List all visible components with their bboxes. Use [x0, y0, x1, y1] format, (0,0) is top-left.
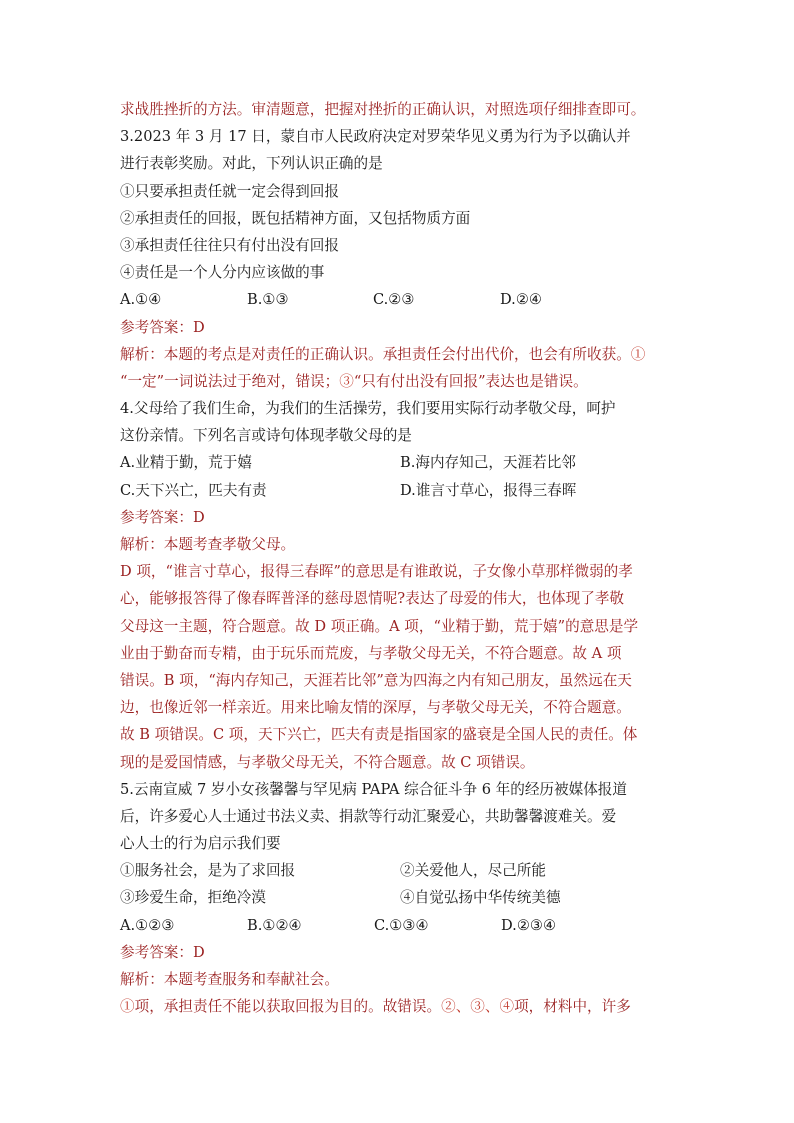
statement-2: ②关爱他人，尽己所能 — [400, 862, 546, 880]
explanation-line: 解析：本题考查服务和奉献社会。 — [120, 971, 339, 988]
statement-1: ①只要承担责任就一定会得到回报 — [120, 182, 339, 200]
explanation-line: 业由于勤奋而专精，由于玩乐而荒废，与孝敬父母无关，不符合题意。故 A 项 — [120, 644, 622, 662]
question-5-statements — [120, 857, 680, 884]
option-d: D.②④ — [500, 291, 542, 309]
explanation-line: D 项，“谁言寸草心，报得三春晖”的意思是有谁敢说，子女像小草那样微弱的孝 — [120, 563, 633, 581]
statement-2: ②承担责任的回报，既包括精神方面，又包括物质方面 — [120, 209, 471, 227]
question-4-options — [120, 477, 680, 504]
statement-4: ④自觉弘扬中华传统美德 — [400, 889, 561, 907]
explanation-line: 边，也像近邻一样亲近。用来比喻友情的深厚，与孝敬父母无关，不符合题意。 — [120, 699, 631, 717]
explanation-line: 解析：本题考查孝敬父母。 — [120, 536, 296, 553]
question-5-options — [120, 912, 680, 939]
text-line: 求战胜挫折的方法。审清题意，把握对挫折的正确认识，对照选项仔细排查即可。 — [120, 101, 646, 118]
explanation-line: 解析：本题的考点是对责任的正确认识。承担责任会付出代价，也会有所收获。① — [120, 345, 646, 363]
question-3-stem: 进行表彰奖励。对此，下列认识正确的是 — [120, 155, 383, 173]
explanation-line: 故 B 项错误。C 项，天下兴亡，匹夫有责是指国家的盛衰是全国人民的责任。体 — [120, 726, 638, 744]
option-b: B.海内存知己，天涯若比邻 — [400, 454, 576, 472]
question-5-stem: 心人士的行为启示我们要 — [120, 835, 281, 853]
reference-answer: 参考答案：D — [120, 943, 205, 961]
explanation-line: 父母这一主题，符合题意。故 D 项正确。A 项，“业精于勤，荒于嬉”的意思是学 — [120, 617, 639, 635]
document-page — [120, 96, 680, 1020]
option-c: C.①③④ — [374, 916, 429, 934]
statement-4: ④责任是一个人分内应该做的事 — [120, 264, 325, 282]
question-5-stem: 后，许多爱心人士通过书法义卖、捐款等行动汇聚爱心，共助馨馨渡难关。爱 — [120, 807, 617, 825]
reference-answer: 参考答案：D — [120, 508, 205, 526]
explanation-line: 现的是爱国情感，与孝敬父母无关，不符合题意。故 C 项错误。 — [120, 753, 535, 771]
question-5-stem: 5.云南宣威 7 岁小女孩馨馨与罕见病 PAPA 综合征斗争 6 年的经历被媒体报道 — [120, 780, 627, 798]
reference-answer: 参考答案：D — [120, 318, 205, 336]
option-b: B.①③ — [247, 291, 289, 309]
explanation-line: 心，能够报答得了像春晖普泽的慈母恩情呢?表达了母爱的伟大，也体现了孝敬 — [120, 590, 625, 608]
option-a: A.①②③ — [120, 916, 175, 934]
explanation-line: ①项，承担责任不能以获取回报为目的。故错误。②、③、④项，材料中，许多 — [120, 998, 631, 1016]
option-c: C.②③ — [373, 291, 415, 309]
option-d: D.谁言寸草心，报得三春晖 — [400, 481, 577, 499]
question-4-options — [120, 449, 680, 476]
statement-3: ③承担责任往往只有付出没有回报 — [120, 236, 339, 254]
question-5-statements — [120, 884, 680, 911]
question-3-stem: 3.2023 年 3 月 17 日，蒙自市人民政府决定对罗荣华见义勇为行为予以确认并 — [120, 128, 631, 146]
explanation-line: 错误。B 项，“海内存知己，天涯若比邻”意为四海之内有知己朋友，虽然远在天 — [120, 671, 632, 689]
statement-3: ③珍爱生命，拒绝冷漠 — [120, 889, 266, 907]
option-b: B.①②④ — [247, 916, 302, 934]
option-a: A.业精于勤，荒于嬉 — [120, 454, 252, 472]
statement-1: ①服务社会，是为了求回报 — [120, 862, 296, 880]
question-4-stem: 这份亲情。下列名言或诗句体现孝敬父母的是 — [120, 427, 412, 445]
explanation-line: “一定”一词说法过于绝对，错误；③“只有付出没有回报”表达也是错误。 — [120, 372, 588, 390]
question-3-options — [120, 286, 680, 313]
question-4-stem: 4.父母给了我们生命，为我们的生活操劳，我们要用实际行动孝敬父母，呵护 — [120, 400, 616, 418]
option-a: A.①④ — [120, 291, 162, 309]
option-d: D.②③④ — [501, 916, 557, 934]
option-c: C.天下兴亡，匹夫有责 — [120, 481, 267, 499]
